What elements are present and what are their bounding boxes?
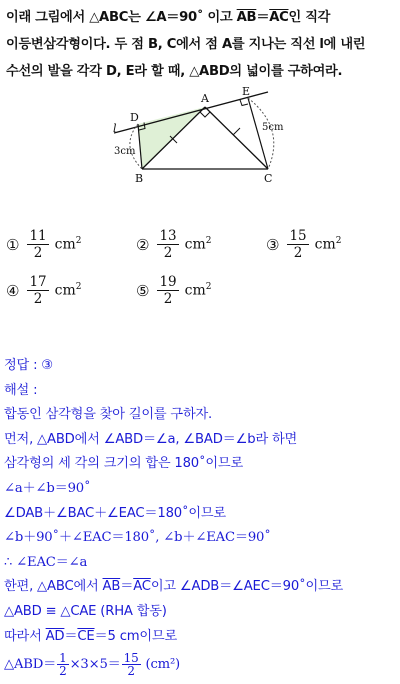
solution-block [4, 354, 398, 681]
solution-line-10: 따라서 $\overline{AD}=\overline{CE}=5$ cm이므로 [4, 628, 178, 644]
label-e: E [242, 86, 251, 98]
solution-line-6: ∠b＋90˚＋∠EAC＝180˚, ∠b＋∠EAC＝90˚ [4, 530, 271, 546]
label-c: C [264, 172, 273, 185]
segment-ac: $\overline{AC}$ [269, 10, 289, 25]
choice-5[interactable]: ⑤ $\frac{19}{2}$ $cm^2$ [136, 274, 212, 307]
label-d: D [130, 111, 139, 124]
answer-choices [0, 228, 400, 308]
solution-line-1: 합동인 삼각형을 찾아 길이를 구하자. [4, 407, 213, 423]
choice-2[interactable]: ② $\frac{13}{2}$ $cm^2$ [136, 228, 212, 261]
dashed-arc-ce [248, 98, 274, 169]
segment-ab: $\overline{AB}$ [236, 10, 257, 25]
choice-1[interactable]: ① $\frac{11}{2}$ $cm^2$ [6, 228, 82, 261]
choice-3[interactable]: ③ $\frac{15}{2}$ $cm^2$ [266, 228, 342, 261]
solution-line-9: △ABD ≡ △CAE (RHA 합동) [4, 603, 167, 619]
explanation-heading: 해설 : [4, 382, 38, 398]
solution-line-5: ∠DAB＋∠BAC＋∠EAC＝180˚이므로 [4, 505, 226, 521]
right-angle-e [240, 100, 248, 106]
label-bd-length: 3cm [114, 146, 136, 157]
question-line-3: 수선의 발을 각각 D, E라 할 때, △ABD의 넓이를 구하여라. [6, 64, 343, 79]
answer-line: 정답 : ③ [4, 358, 53, 373]
solution-line-3: 삼각형의 세 각의 크기의 합은 180˚이므로 [4, 456, 244, 472]
tick-ac [233, 128, 240, 135]
label-l: l [113, 122, 117, 135]
right-angle-a [200, 112, 210, 117]
triangle-figure [108, 86, 298, 186]
solution-line-2: 먼저, △ABD에서 ∠ABD＝∠a, ∠BAD＝∠b라 하면 [4, 431, 298, 447]
solution-line-7: ∴ ∠EAC＝∠a [4, 554, 88, 570]
question-line-2: 이등변삼각형이다. 두 점 B, C에서 점 A를 지나는 직선 l에 내린 [6, 37, 366, 52]
solution-line-8: 한편, △ABC에서 $\overline{AB}=\overline{AC}$이고 ∠ADB＝∠AEC＝90˚이므로 [4, 579, 344, 595]
label-b: B [135, 172, 144, 185]
solution-line-4: ∠a＋∠b＝90˚ [4, 480, 91, 496]
choice-4[interactable]: ④ $\frac{17}{2}$ $cm^2$ [6, 274, 82, 307]
segment-ac-line [205, 107, 268, 169]
label-a: A [201, 92, 209, 105]
question-text [6, 4, 396, 85]
question-line-1: 이래 그림에서 △ABC는 ∠A＝90˚ 이고 $\overline{AB}=\overline{AC}$인 직각 [6, 10, 331, 25]
solution-line-11: △ABD＝ $\frac{1}{2}$ ×3×5＝ $\frac{15}{2}$ (cm²) [4, 651, 180, 679]
label-ce-length: 5cm [262, 122, 284, 133]
